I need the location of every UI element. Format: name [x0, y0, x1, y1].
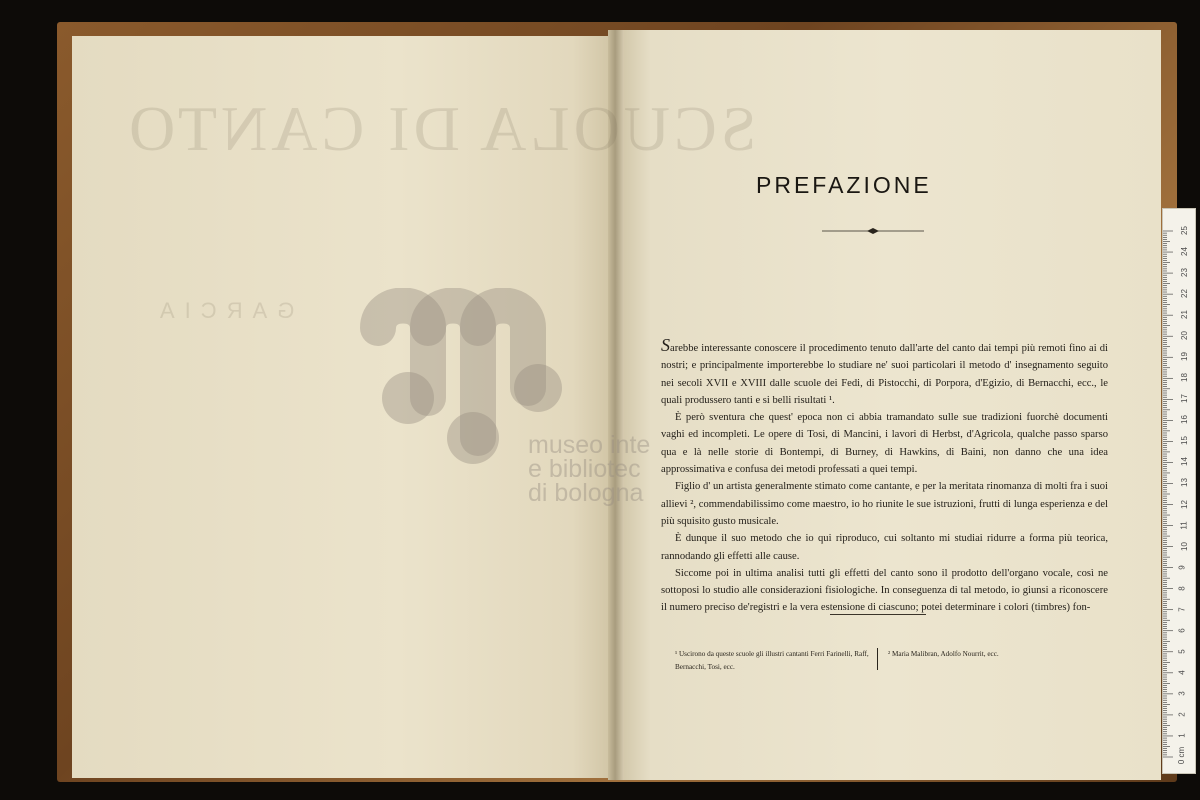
preface-body [661, 335, 1108, 617]
paragraph: Siccome poi in ultima analisi tutti gli effetti del canto sono il prodotto dell'organo vocale, così ne sottoposi lo studio alle considerazioni fisiologiche. In conseguenza di tal metodo, io giunsi a riconoscere il numero preciso de'registri e la vera estensione di ciascuno; potei determinare i colori (timbres) fon- [661, 567, 1108, 614]
watermark-line: museo inte [528, 431, 651, 459]
footnote: ¹ Uscirono da queste scuole gli illustri cantanti Ferri Farinelli, Raff, Bernacchi, Tosi, ecc. [675, 650, 869, 671]
paragraph [661, 335, 1108, 409]
ruler-number: 10 [1179, 541, 1189, 551]
ruler-number: 14 [1179, 457, 1189, 467]
ruler-unit-label: 0 cm [1177, 746, 1187, 765]
ruler-number: 13 [1179, 478, 1189, 488]
ornament-divider-icon [822, 226, 924, 236]
page-title: PREFAZIONE [756, 172, 932, 198]
ruler-number: 18 [1179, 373, 1189, 383]
paragraph: È dunque il suo metodo che io qui riproduco, cui soltanto mi studiai ridurre a forma più teorica, rannodando gli effetti alle cause. [661, 533, 1108, 562]
ruler-number: 12 [1179, 499, 1189, 509]
footnote-separator [877, 648, 878, 670]
watermark-line: di bologna [528, 479, 644, 507]
ruler-number: 8 [1177, 585, 1187, 591]
paragraph-text: arebbe interessante conoscere il procedimento tenuto dall'arte del canto dai tempi più remoti fino ai di nostri; e principalmente importerebbe lo studiare ne' suoi particolari il metodo d' insegnamento seguito nei secoli XVII e XVIII dalle scuole dei Fedi, di Pistocchi, di Porpora, d'Egizio, di Bernacchi, ecc., le quali produssero tanti e si belli risultati ¹. [661, 343, 1108, 406]
footnote: ² Maria Malibran, Adolfo Nourrit, ecc. [888, 650, 999, 658]
ruler-number: 23 [1179, 268, 1189, 278]
paragraph: Figlio d' un artista generalmente stimato come cantante, e per la meritata rinomanza di molti fra i suoi allievi ², commendabilissimo come maestro, io ho riunite le sue istruzioni, frutti di lunga esperienza e del più squisito gusto musicale. [661, 481, 1108, 527]
ruler-number: 24 [1179, 247, 1189, 256]
ruler-number: 3 [1177, 691, 1187, 696]
ruler-number: 22 [1179, 289, 1189, 299]
ruler-number: 21 [1179, 310, 1189, 320]
ruler-number: 17 [1179, 394, 1189, 404]
ruler-number: 25 [1179, 226, 1189, 235]
ruler-number: 4 [1177, 670, 1187, 675]
dropcap: S [661, 335, 670, 355]
bleed-through-author: GARCIA [150, 298, 295, 323]
scale-ruler [1162, 208, 1196, 774]
ruler-number: 7 [1177, 606, 1187, 612]
paragraph: È però sventura che quest' epoca non ci abbia tramandato sulle sue tradizioni fuorchè documenti vaghi ed incompleti. Le opere di Tosi, di Mancini, i lavori di Herbst, d'Agricola, qualche passo sparso qua e là nelle storie di Bontempi, di Burney, di Hawkins, di Baini, non danno che una idea approssimativa e confusa dei metodi professati a quei tempi. [661, 412, 1108, 476]
ruler-number: 19 [1179, 352, 1189, 362]
ruler-number: 2 [1177, 712, 1187, 717]
footnote-rule [830, 614, 926, 615]
ruler-number: 5 [1177, 649, 1187, 654]
ruler-number: 16 [1179, 415, 1189, 425]
ruler-number: 1 [1177, 733, 1187, 738]
ruler-number: 15 [1179, 436, 1189, 446]
watermark-line: e bibliotec [528, 455, 641, 483]
ruler-number: 6 [1177, 628, 1187, 633]
ruler-number: 11 [1179, 520, 1189, 530]
ruler-number: 20 [1179, 331, 1189, 341]
bleed-through-title: SCUOLA DI CANTO [125, 93, 757, 164]
ruler-number: 9 [1177, 564, 1187, 570]
